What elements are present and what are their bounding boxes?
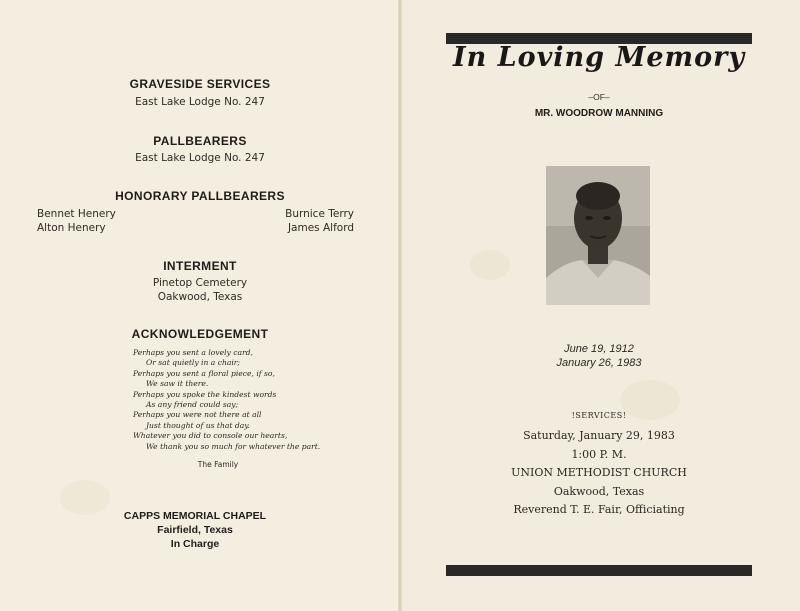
poem-line: We thank you so much for whatever the part. bbox=[146, 441, 321, 451]
of-label: –OF– bbox=[588, 92, 610, 102]
portrait-photo bbox=[546, 166, 650, 305]
bottom-black-bar bbox=[446, 565, 752, 576]
pallbearers-text: East Lake Lodge No. 247 bbox=[135, 152, 265, 164]
birth-date: June 19, 1912 bbox=[564, 343, 634, 355]
honorary-name: James Alford bbox=[287, 222, 354, 234]
chapel-in-charge: In Charge bbox=[170, 538, 220, 550]
acknowledgement-heading: ACKNOWLEDGEMENT bbox=[131, 327, 269, 341]
honorary-name: Alton Henery bbox=[37, 222, 106, 234]
poem-line: Perhaps you sent a lovely card, bbox=[133, 348, 253, 357]
poem-line: Perhaps you spoke the kindest words bbox=[133, 389, 277, 399]
deceased-name: MR. WOODROW MANNING bbox=[534, 108, 664, 119]
center-fold bbox=[398, 0, 402, 611]
poem-line: Or sat quietly in a chair; bbox=[146, 358, 240, 368]
poem-line: Perhaps you sent a floral piece, if so, bbox=[133, 368, 275, 378]
family-signature: The Family bbox=[197, 460, 239, 469]
interment-cemetery: Pinetop Cemetery bbox=[152, 277, 248, 289]
portrait-image bbox=[546, 166, 650, 305]
pallbearers-heading: PALLBEARERS bbox=[153, 134, 247, 148]
interment-heading: INTERMENT bbox=[163, 259, 237, 273]
service-officiant: Reverend T. E. Fair, Officiating bbox=[513, 503, 685, 516]
memorial-title: In Loving Memory bbox=[452, 42, 746, 73]
honorary-name: Burnice Terry bbox=[285, 208, 354, 220]
graveside-services-text: East Lake Lodge No. 247 bbox=[135, 96, 265, 108]
death-date: January 26, 1983 bbox=[556, 357, 642, 369]
honorary-pallbearers-heading: HONORARY PALLBEARERS bbox=[115, 189, 285, 203]
poem-line: We saw it there. bbox=[146, 379, 209, 389]
chapel-name: CAPPS MEMORIAL CHAPEL bbox=[123, 510, 267, 522]
acknowledgement-poem bbox=[133, 348, 363, 452]
service-date: Saturday, January 29, 1983 bbox=[523, 429, 675, 442]
graveside-services-heading: GRAVESIDE SERVICES bbox=[129, 77, 271, 91]
service-church: UNION METHODIST CHURCH bbox=[511, 466, 687, 479]
interment-location: Oakwood, Texas bbox=[157, 291, 243, 303]
poem-line: As any friend could say; bbox=[146, 400, 239, 410]
poem-line: Just thought of us that day. bbox=[146, 420, 250, 430]
honorary-name: Bennet Henery bbox=[37, 208, 116, 220]
service-location: Oakwood, Texas bbox=[553, 485, 645, 498]
poem-line: Whatever you did to console our hearts, bbox=[133, 431, 288, 441]
services-label: !SERVICES! bbox=[571, 411, 627, 420]
poem-line: Perhaps you were not there at all bbox=[133, 410, 262, 420]
service-time: 1:00 P. M. bbox=[571, 448, 627, 461]
chapel-location: Fairfield, Texas bbox=[157, 524, 233, 536]
